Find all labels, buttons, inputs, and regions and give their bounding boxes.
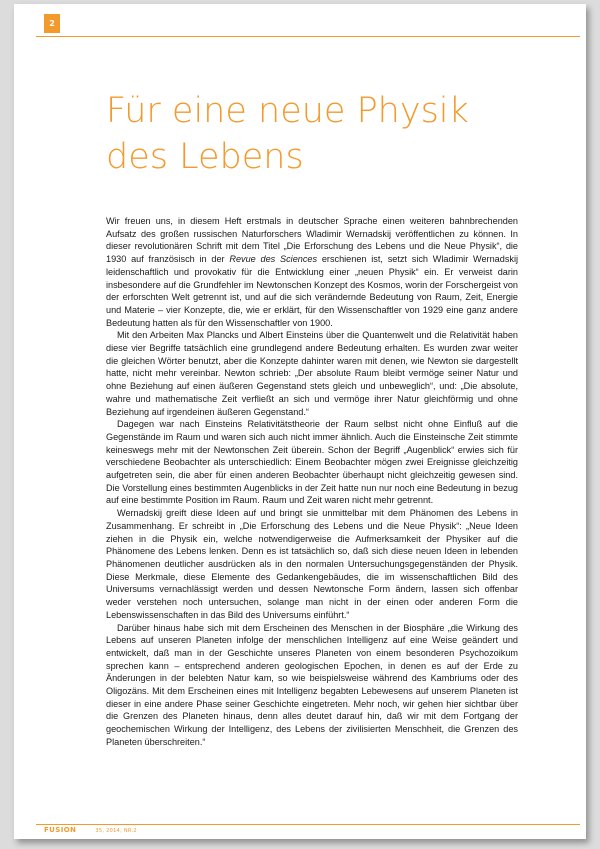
paragraph-1-text-a: Wir freuen uns, in diesem Heft erstmals in deutscher Sprache einen weiteren bahnbrechenden Aufsatz des großen russischen Naturforschers Wladimir Wernadskij veröffentlichen zu können. In dieser revolutionären Schrift mit dem Titel „Die Erforschung des Lebens und die Neue Physik“, die 1930 auf französisch in der <box>106 216 518 265</box>
title-line-1: Für eine neue Physik <box>106 91 469 131</box>
paragraph-1-journal-title: Revue des Sciences <box>229 254 318 265</box>
page <box>14 4 586 839</box>
paragraph-2: Mit den Arbeiten Max Plancks und Albert Einsteins über die Quantenwelt und die Relativität haben diese vier Begriffe tatsächlich eine grundlegend andere Bedeutung erhalten. Es wurden zwar weiter die gleichen Wörter benutzt, aber die Konzepte dahinter waren mit denen, wie Newton sie dargestellt hatte, nicht mehr vereinbar. Newton schrieb: „Der absolute Raum bleibt vermöge seiner Natur und ohne Beziehung auf einen äußeren Gegenstand stets gleich und unbeweglich“, und: „Die absolute, wahre und mathematische Zeit verfließt an sich und vermöge ihrer Natur gleichförmig und ohne Beziehung auf irgendeinen äußeren Gegenstand.“ <box>106 330 518 417</box>
page-number-badge: 2 <box>44 14 60 33</box>
article-body <box>106 215 518 749</box>
footer-brand: FUSION <box>44 826 77 834</box>
footer-issue: 35, 2014, NR.2 <box>95 828 137 834</box>
paragraph-1-text-b: erschienen ist, setzt sich Wladimir Wernadskij leidenschaftlich und provokativ für die Entwicklung einer „neuen Physik“ ein. Er verweist darin insbesondere auf die Grundfehler im Newtonschen Konzept des Kosmos, worin der Forschergeist von der erforschten Welt getrennt ist, und auf die sich verändernde Bedeutung von Raum, Zeit, Energie und Materie – vier Konzepte, die, wie er erklärt, für den Wissenschaftler von 1929 eine ganz andere Bedeutung hatten als für den Wissenschaftler von 1900. <box>106 254 518 328</box>
paragraph-3: Dagegen war nach Einsteins Relativitätstheorie der Raum selbst nicht ohne Einfluß auf die Gegenstände im Raum und waren sich auch nicht immer ähnlich. Auch die Einsteinsche Zeit stimmte keineswegs mehr mit der Newtonschen Zeit überein. Schon der Begriff „Augenblick“ erwies sich für verschiedene Beobachter als unterschiedlich: Einem Beobachter mögen zwei Ereignisse gleichzeitig aufgetreten sein, die aber für einen anderen Beobachter überhaupt nicht gleichzeitig gewesen sind. Die Vorstellung eines bestimmten Augenblicks in der Zeit hatte nun nur noch eine Bedeutung in bezug auf eine bestimmte Position im Raum. Raum und Zeit waren nicht mehr getrennt. <box>106 419 518 506</box>
header-rule <box>36 36 580 37</box>
article-title <box>106 88 526 180</box>
footer <box>44 817 137 836</box>
paragraph-1 <box>106 215 518 329</box>
title-line-2: des Lebens <box>106 137 304 177</box>
paragraph-5: Darüber hinaus habe sich mit dem Erscheinen des Menschen in der Biosphäre „die Wirkung des Lebens auf unseren Planeten infolge der menschlichen Intelligenz auf eine Weise geändert und entwickelt, daß man in der Geschichte unseres Planeten von einem besonderen Psychozoikum sprechen kann – entsprechend anderen geologischen Epochen, in denen es auf der Erde zu Änderungen in der belebten Natur kam, so wie beispielsweise während des Kambriums oder des Oligozäns. Mit dem Erscheinen eines mit Intelligenz begabten Lebewesens auf unserem Planeten ist dieser in eine andere Phase seiner Geschichte eingetreten. Mehr noch, wir gehen hier sichtbar über die Grenzen des Planeten hinaus, denn alles deutet darauf hin, daß wir mit dem Fortgang der geochemischen Wirkung der Intelligenz, des Lebens der zivilisierten Menschheit, die Grenzen des Planeten überschreiten.“ <box>106 622 518 747</box>
paragraph-4: Wernadskij greift diese Ideen auf und bringt sie unmittelbar mit dem Phänomen des Lebens in Zusammenhang. Er schreibt in „Die Erforschung des Lebens und die Neue Physik“: „Neue Ideen ziehen in die Physik ein, welche notwendigerweise die Aufmerksamkeit der Physiker auf die Phänomene des Lebens lenken. Denn es ist tatsächlich so, daß sich diese neuen Ideen in lebenden Phänomenen deutlicher ausdrücken als in den normalen Untersuchungsgegenständen der Physik. Diese Merkmale, diese Elemente des Gedankengebäudes, die im wissenschaftlichen Bild des Universums vernachlässigt werden und dessen Newtonsche Form ändern, lassen sich offenbar weder verstehen noch untersuchen, solange man nicht in der einen oder anderen Form die Lebenswissenschaften in das Bild des Universums einführt.“ <box>106 508 518 620</box>
